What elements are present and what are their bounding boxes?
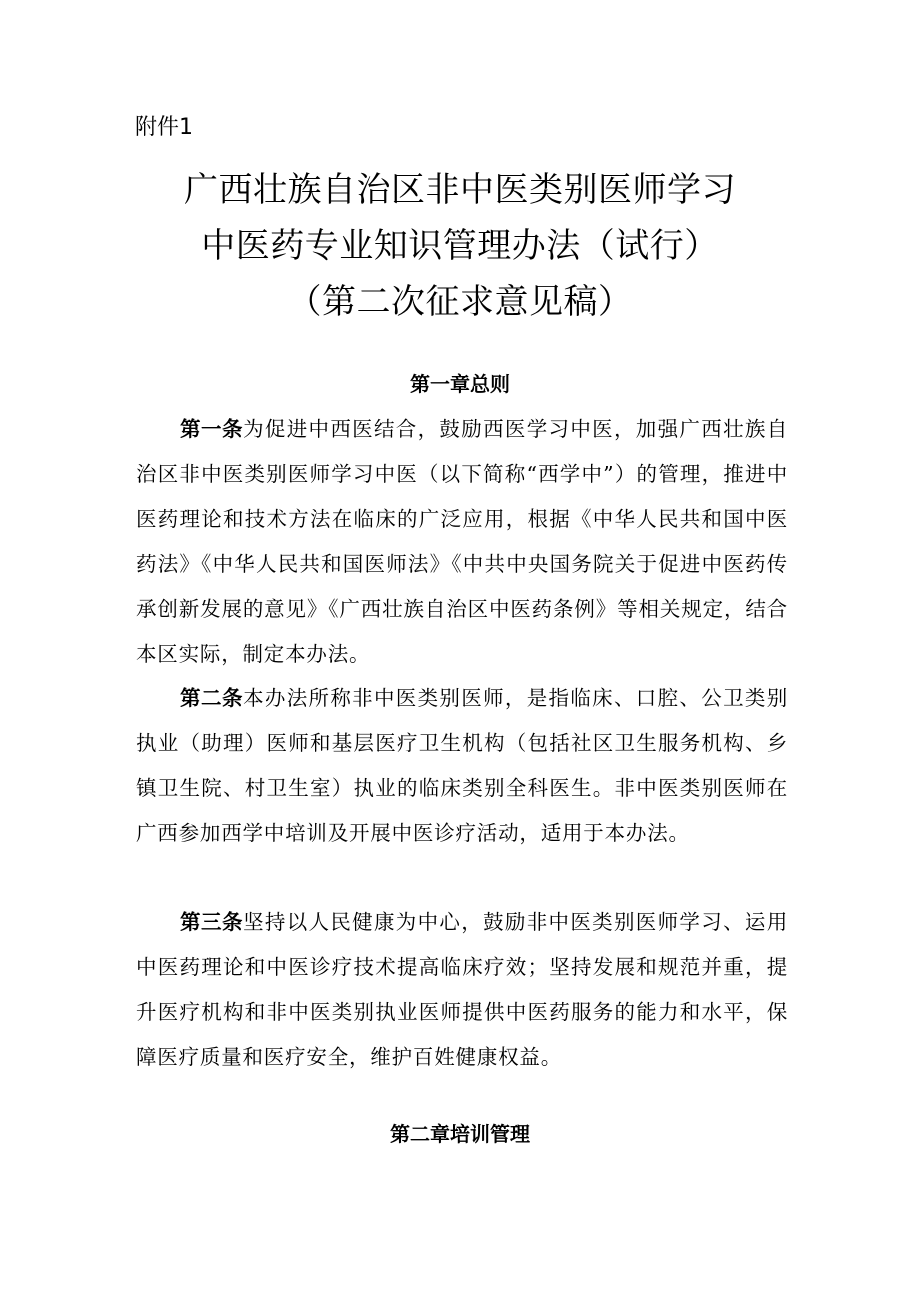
article-2-head: 第二条 xyxy=(180,686,244,710)
title-line-3: （第二次征求意见稿） xyxy=(287,282,633,322)
article-1-body: 为促进中西医结合，鼓励西医学习中医，加强广西壮族自治区非中医类别医师学习中医（以下简称“西学中”）的管理，推进中医药理论和技术方法在临床的广泛应用，根据《中华人民共和国中医药法》《中华人民共和国医师法》《中共中央国务院关于促进中医药传承创新发展的意见》《广西壮族自治区中医药条例》等相关规定，结合本区实际，制定本办法。 xyxy=(136,417,789,666)
article-3 xyxy=(136,900,788,1080)
article-1-head: 第一条 xyxy=(180,417,244,441)
title-line-2: 中医药专业知识管理办法（试行） xyxy=(201,226,719,266)
article-3-body: 坚持以人民健康为中心，鼓励非中医类别医师学习、运用中医药理论和中医诊疗技术提高临床疗效；坚持发展和规范并重，提升医疗机构和非中医类别执业医师提供中医药服务的能力和水平，保障医疗质量和医疗安全，维护百姓健康权益。 xyxy=(136,910,789,1069)
article-3-head: 第三条 xyxy=(180,910,244,934)
article-2-body: 本办法所称非中医类别医师，是指临床、口腔、公卫类别执业（助理）医师和基层医疗卫生机构（包括社区卫生服务机构、乡镇卫生院、村卫生室）执业的临床类别全科医生。非中医类别医师在广西参加西学中培训及开展中医诊疗活动，适用于本办法。 xyxy=(136,686,789,845)
chapter-2-heading: 第二章培训管理 xyxy=(390,1122,530,1146)
title-line-1: 广西壮族自治区非中医类别医师学习 xyxy=(184,170,736,210)
article-2 xyxy=(136,676,788,856)
article-1 xyxy=(136,407,788,677)
document-title xyxy=(0,162,920,330)
attachment-label: 附件1 xyxy=(135,115,193,140)
chapter-1-heading: 第一章总则 xyxy=(410,372,510,396)
